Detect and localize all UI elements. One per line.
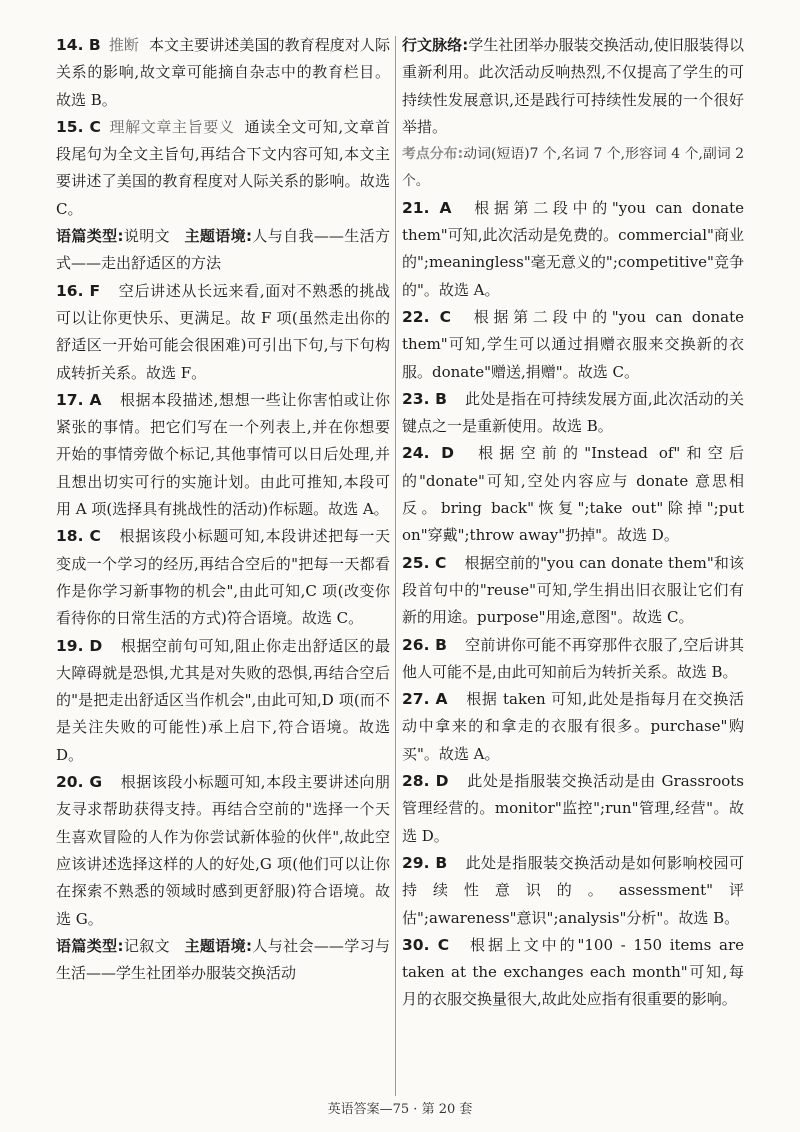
answer-29 bbox=[402, 850, 744, 932]
answer-explanation: 根据空前的"Instead of"和空后的"donate"可知,空处内容应与 donate 意思相反。bring back"恢复";take out"除掉";put on"穿戴";throw away"扔掉"。故选 D。 bbox=[402, 444, 744, 545]
page-footer: 英语答案—75 · 第 20 套 bbox=[327, 1102, 473, 1117]
answer-20 bbox=[56, 769, 390, 933]
answer-22 bbox=[402, 304, 744, 386]
answer-number: 15. C bbox=[56, 117, 101, 136]
answer-number: 30. C bbox=[402, 935, 450, 954]
passage-type-label: 语篇类型: bbox=[56, 227, 124, 246]
answer-21 bbox=[402, 195, 744, 304]
answer-number: 24. D bbox=[402, 444, 454, 463]
point-distribution-text: 动词(短语)7 个,名词 7 个,形容词 4 个,副词 2 个。 bbox=[402, 146, 744, 189]
answer-explanation: 空前讲你可能不再穿那件衣服了,空后讲其他人可能不是,由此可知前后为转折关系。故选 B。 bbox=[402, 635, 744, 681]
answer-14 bbox=[56, 32, 390, 114]
theme-context-value: 人与自我——生活方式——走出舒适区的方法 bbox=[56, 227, 391, 273]
answer-number: 21. A bbox=[402, 198, 452, 217]
answer-explanation: 本文主要讲述美国的教育程度对人际关系的影响,故文章可能摘自杂志中的教育栏目。故选 B。 bbox=[56, 36, 390, 109]
skill-tag: 推断 bbox=[108, 36, 139, 54]
left-column bbox=[56, 32, 390, 987]
answer-number: 14. B bbox=[56, 36, 101, 54]
answer-23 bbox=[402, 386, 744, 441]
answer-explanation: 通读全文可知,文章首段尾句为全文主旨句,再结合下文内容可知,本文主要讲述了美国的教育程度对人际关系的影响。故选 C。 bbox=[56, 117, 390, 218]
answer-explanation: 根据该段小标题可知,本段讲述把每一天变成一个学习的经历,再结合空后的"把每一天都看作是你学习新事物的机会",由此可知,C 项(改变你看待你的日常生活的方式)符合语境。故选 C。 bbox=[56, 527, 390, 628]
answer-number: 27. A bbox=[402, 690, 448, 709]
answer-24 bbox=[402, 440, 744, 549]
passage-type-value: 记叙文 bbox=[123, 936, 171, 955]
answer-15 bbox=[56, 114, 390, 223]
answer-number: 29. B bbox=[402, 853, 448, 872]
passage-type-value: 说明文 bbox=[123, 227, 171, 246]
writing-context-label: 行文脉络: bbox=[402, 36, 469, 54]
passage-info-2 bbox=[56, 933, 390, 988]
answer-number: 16. F bbox=[56, 281, 101, 300]
answer-explanation: 根据本段描述,想想一些让你害怕或让你紧张的事情。把它们写在一个列表上,并在你想要开始的事情旁做个标记,其他事情可以日后处理,并且想出切实可行的实施计划。由此可推知,本段可用 A 项(选择具有挑战性的活动)作标题。故选 A。 bbox=[56, 390, 390, 519]
theme-context-label: 主题语境: bbox=[184, 227, 252, 246]
answer-explanation: 此处是指在可持续发展方面,此次活动的关键点之一是重新使用。故选 B。 bbox=[402, 389, 744, 436]
answer-30 bbox=[402, 932, 744, 1014]
answer-number: 17. A bbox=[56, 390, 102, 409]
answer-17 bbox=[56, 387, 390, 523]
point-distribution bbox=[402, 141, 744, 195]
answer-19 bbox=[56, 633, 390, 769]
answer-16 bbox=[56, 278, 390, 387]
answer-explanation: 根据上文中的"100 - 150 items are taken at the exchanges each month"可知,每月的衣服交换量很大,故此处应指有很重要的影响。 bbox=[402, 935, 744, 1009]
answer-explanation: 根据空前的"you can donate them"和该段首句中的"reuse"可知,学生捐出旧衣服让它们有新的用途。purpose"用途,意图"。故选 C。 bbox=[402, 553, 744, 627]
answer-explanation: 根据第二段中的"you can donate them"可知,学生可以通过捐赠衣服来交换新的衣服。donate"赠送,捐赠"。故选 C。 bbox=[402, 307, 745, 381]
answer-28 bbox=[402, 768, 744, 850]
skill-tag: 理解文章主旨要义 bbox=[108, 117, 235, 136]
right-column bbox=[402, 32, 744, 1014]
answer-number: 23. B bbox=[402, 389, 447, 408]
answer-25 bbox=[402, 550, 744, 632]
writing-context-text: 学生社团举办服装交换活动,使旧服装得以重新利用。此次活动反响热烈,不仅提高了学生的可持续性发展意识,还是践行可持续性发展的一个很好举措。 bbox=[402, 36, 744, 136]
writing-context bbox=[402, 32, 744, 141]
answer-number: 26. B bbox=[402, 635, 447, 654]
answer-number: 22. C bbox=[402, 307, 451, 326]
point-distribution-label: 考点分布: bbox=[402, 146, 464, 163]
answer-explanation: 此处是指服装交换活动是如何影响校园可持续性意识的。assessment"评估";awareness"意识";analysis"分析"。故选 B。 bbox=[402, 853, 744, 927]
answer-explanation: 此处是指服装交换活动是由 Grassroots 管理经营的。monitor"监控";run"管理,经营"。故选 D。 bbox=[402, 772, 744, 845]
theme-context-value: 人与社会——学习与生活——学生社团举办服装交换活动 bbox=[56, 936, 391, 983]
answer-number: 25. C bbox=[402, 553, 447, 572]
answer-explanation: 根据该段小标题可知,本段主要讲述向朋友寻求帮助获得支持。再结合空前的"选择一个天生喜欢冒险的人作为你尝试新体验的伙伴",故此空应该讲述选择这样的人的好处,G 项(他们可以让你在探索不熟悉的领域时感到更舒服)符合语境。故选 G。 bbox=[56, 773, 390, 928]
answer-explanation: 根据 taken 可知,此处是指每月在交换活动中拿来的和拿走的衣服有很多。purchase"购买"。故选 A。 bbox=[402, 690, 744, 763]
theme-context-label: 主题语境: bbox=[184, 936, 252, 955]
answer-27 bbox=[402, 686, 744, 768]
answer-number: 18. C bbox=[56, 527, 101, 546]
answer-number: 28. D bbox=[402, 772, 449, 791]
column-divider bbox=[395, 36, 396, 1096]
answer-number: 19. D bbox=[56, 636, 103, 655]
passage-type-label: 语篇类型: bbox=[56, 936, 124, 955]
passage-info-1 bbox=[56, 223, 390, 278]
answer-18 bbox=[56, 523, 390, 632]
answer-explanation: 根据空前句可知,阻止你走出舒适区的最大障碍就是恐惧,尤其是对失败的恐惧,再结合空后的"是把走出舒适区当作机会",由此可知,D 项(而不是关注失败的可能性)承上启下,符合语境。故选 D。 bbox=[56, 636, 390, 764]
answer-26 bbox=[402, 632, 744, 687]
answer-explanation: 空后讲述从长远来看,面对不熟悉的挑战可以让你更快乐、更满足。故 F 项(虽然走出你的舒适区一开始可能会很困难)可引出下句,与下句构成转折关系。故选 F。 bbox=[56, 281, 390, 382]
answer-explanation: 根据第二段中的"you can donate them"可知,此次活动是免费的。commercial"商业的";meaningless"毫无意义的";competitive"竞争的"。故选 A。 bbox=[402, 198, 744, 299]
answer-number: 20. G bbox=[56, 773, 103, 792]
